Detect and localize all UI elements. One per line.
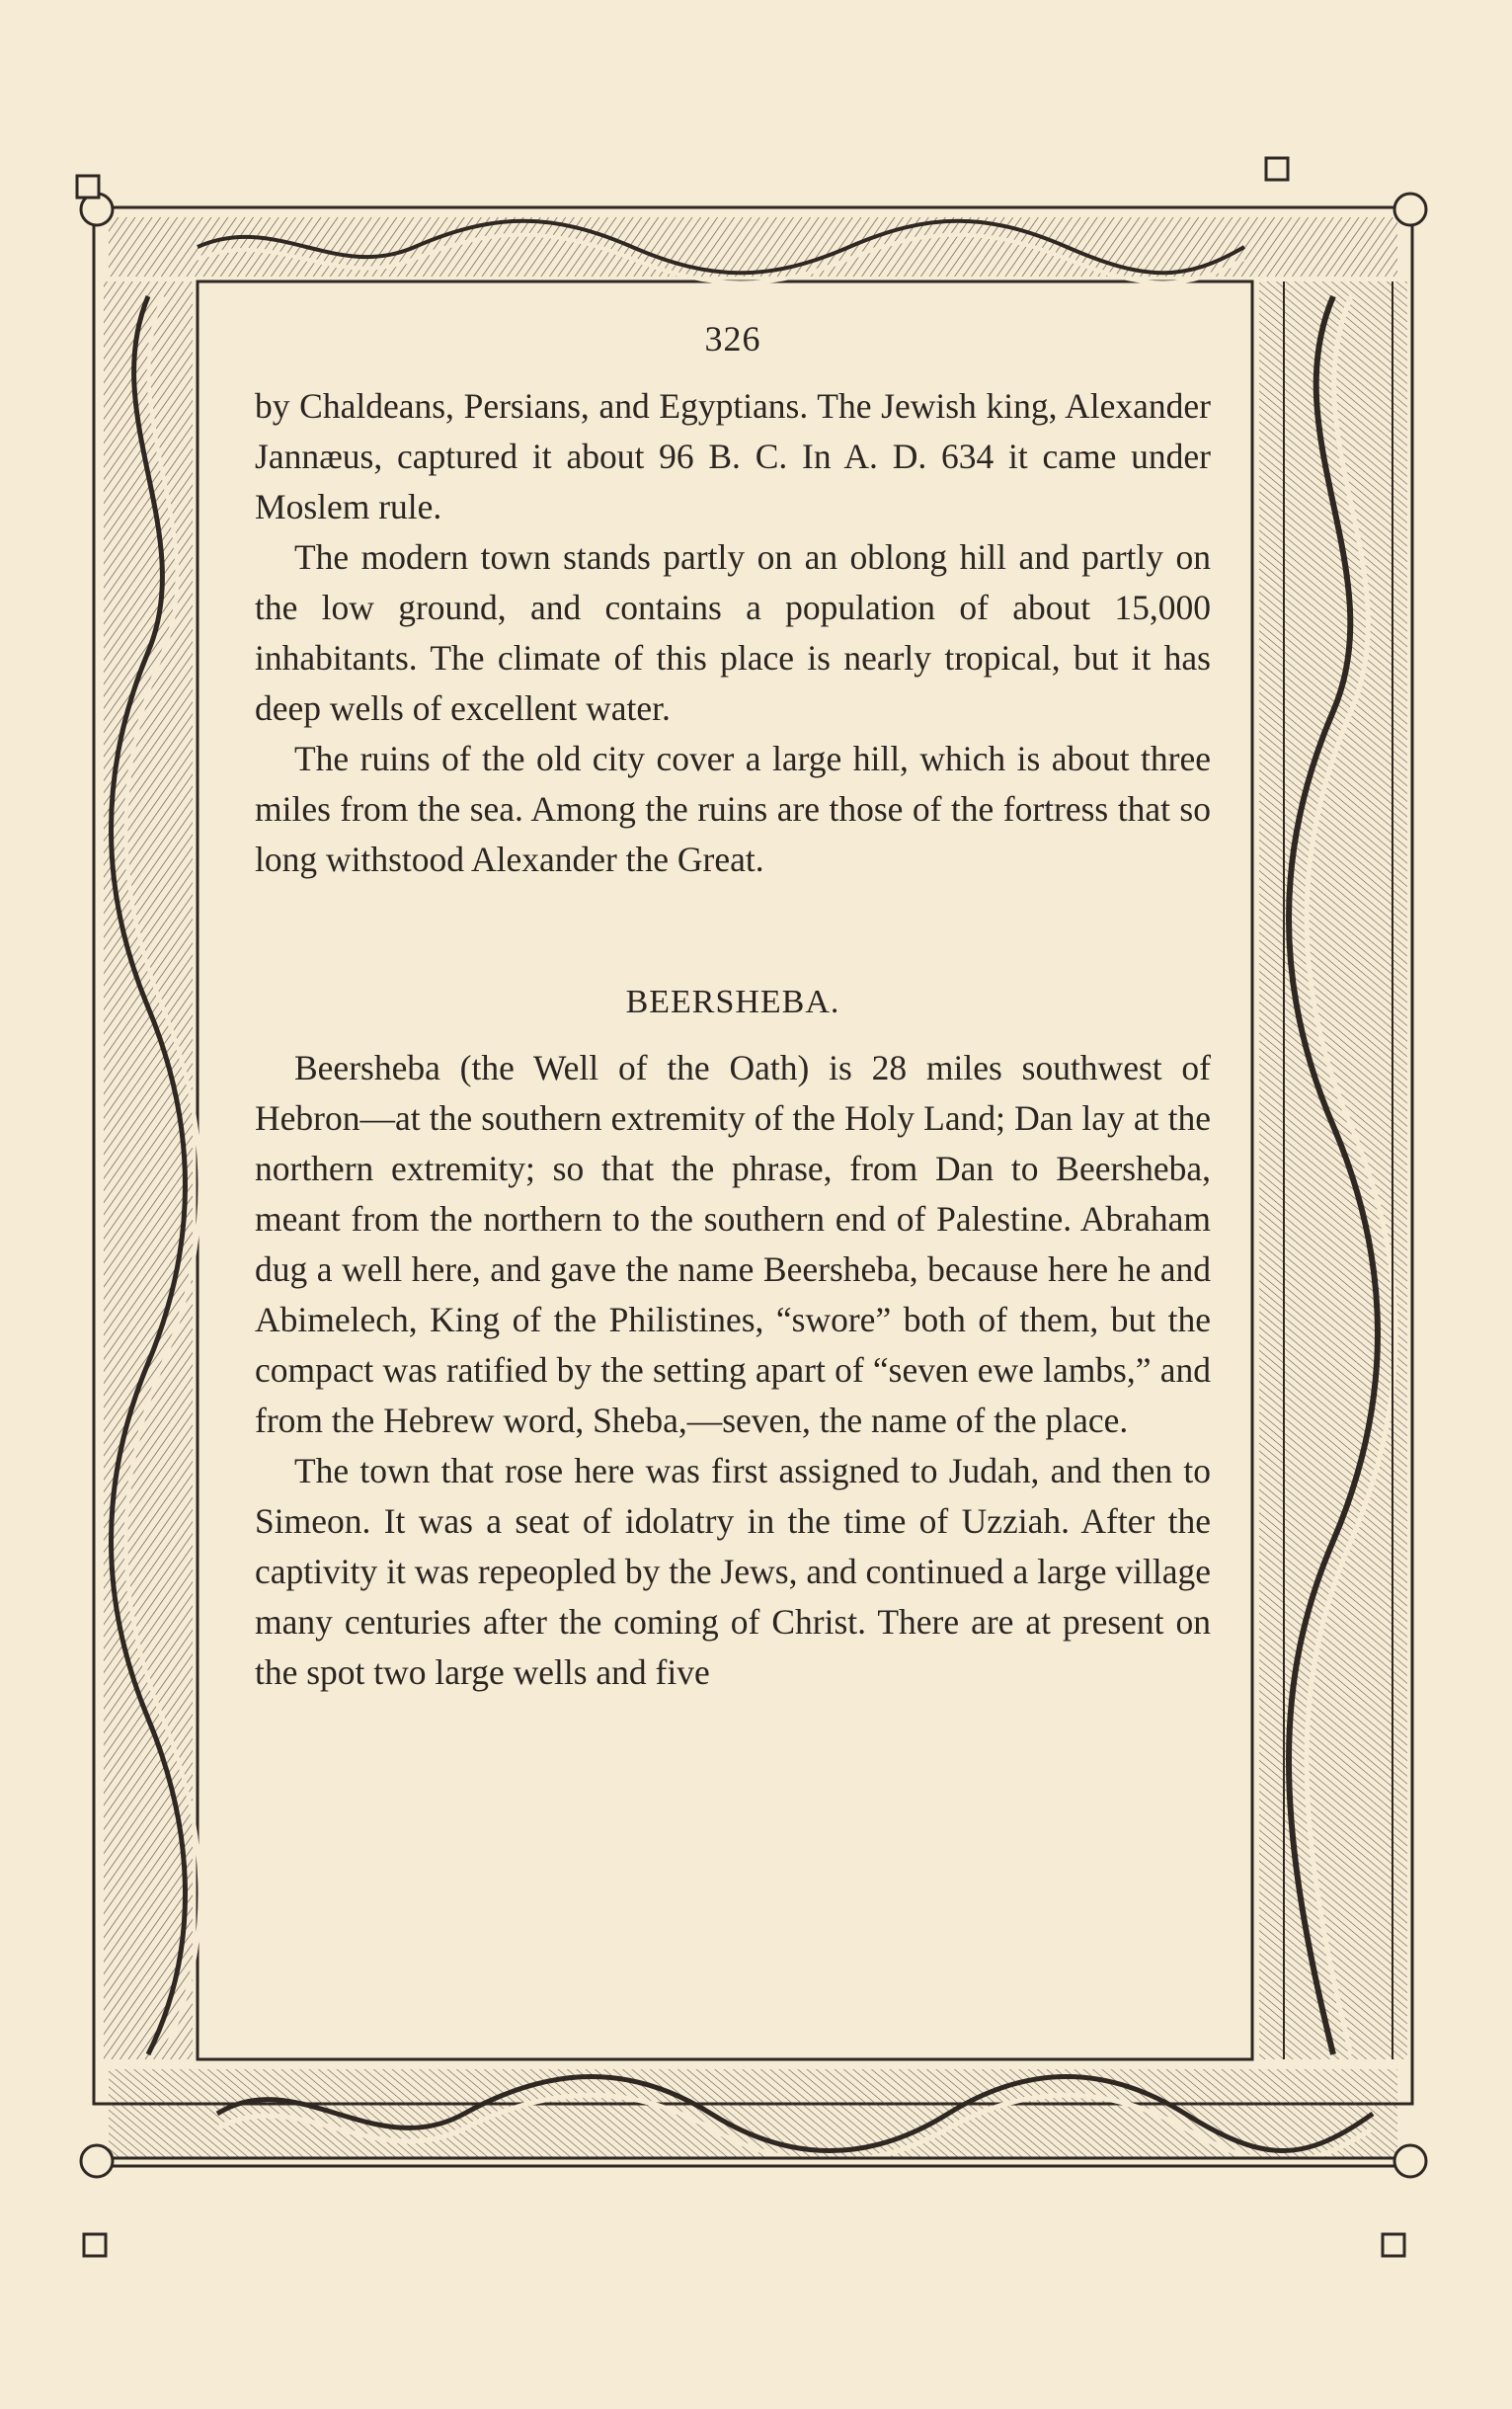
right-column-ornament <box>1259 281 1407 2059</box>
paragraph: by Chaldeans, Persians, and Egyptians. The Jewish king, Alexander Jannæus, captured it about 96 B. C. In A. D. 634 it came under Moslem rule. <box>255 386 1211 526</box>
paragraph: The modern town stands partly on an oblong hill and partly on the low ground, and contains a population of about 15,000 inhabitants. The climate of this place is nearly tropical, but it has deep wells of excellent water. <box>255 537 1211 728</box>
top-band-ornament <box>109 217 1397 282</box>
paragraph: The town that rose here was first assigned to Judah, and then to Simeon. It was a seat of idolatry in the time of Uzziah. After the captivity it was repeopled by the Jews, and continued a large village many centuries after the coming of Christ. There are at present on the spot two large wells and five <box>255 1451 1211 1692</box>
paragraph: The ruins of the old city cover a large hill, which is about three miles from the sea. Among the ruins are those of the fortress that so long withstood Alexander the Great. <box>255 739 1211 879</box>
paragraph: Beersheba (the Well of the Oath) is 28 miles southwest of Hebron—at the southern extremity of the Holy Land; Dan lay at the northern extremity; so that the phrase, from Dan to Beersheba, meant from the northern to the southern end of Palestine. Abraham dug a well here, and gave the name Beersheba, because here he and Abimelech, King of the Philistines, “swore” both of them, but the compact was ratified by the setting apart of “seven ewe lambs,” and from the Hebrew word, Sheba,—seven, the name of the place. <box>255 1048 1211 1440</box>
left-column-ornament <box>104 281 200 2059</box>
page-number: 326 <box>704 319 761 359</box>
section-heading: BEERSHEBA. <box>625 984 840 1020</box>
bottom-band-ornament <box>94 2069 1412 2166</box>
page-text <box>255 306 1211 2064</box>
